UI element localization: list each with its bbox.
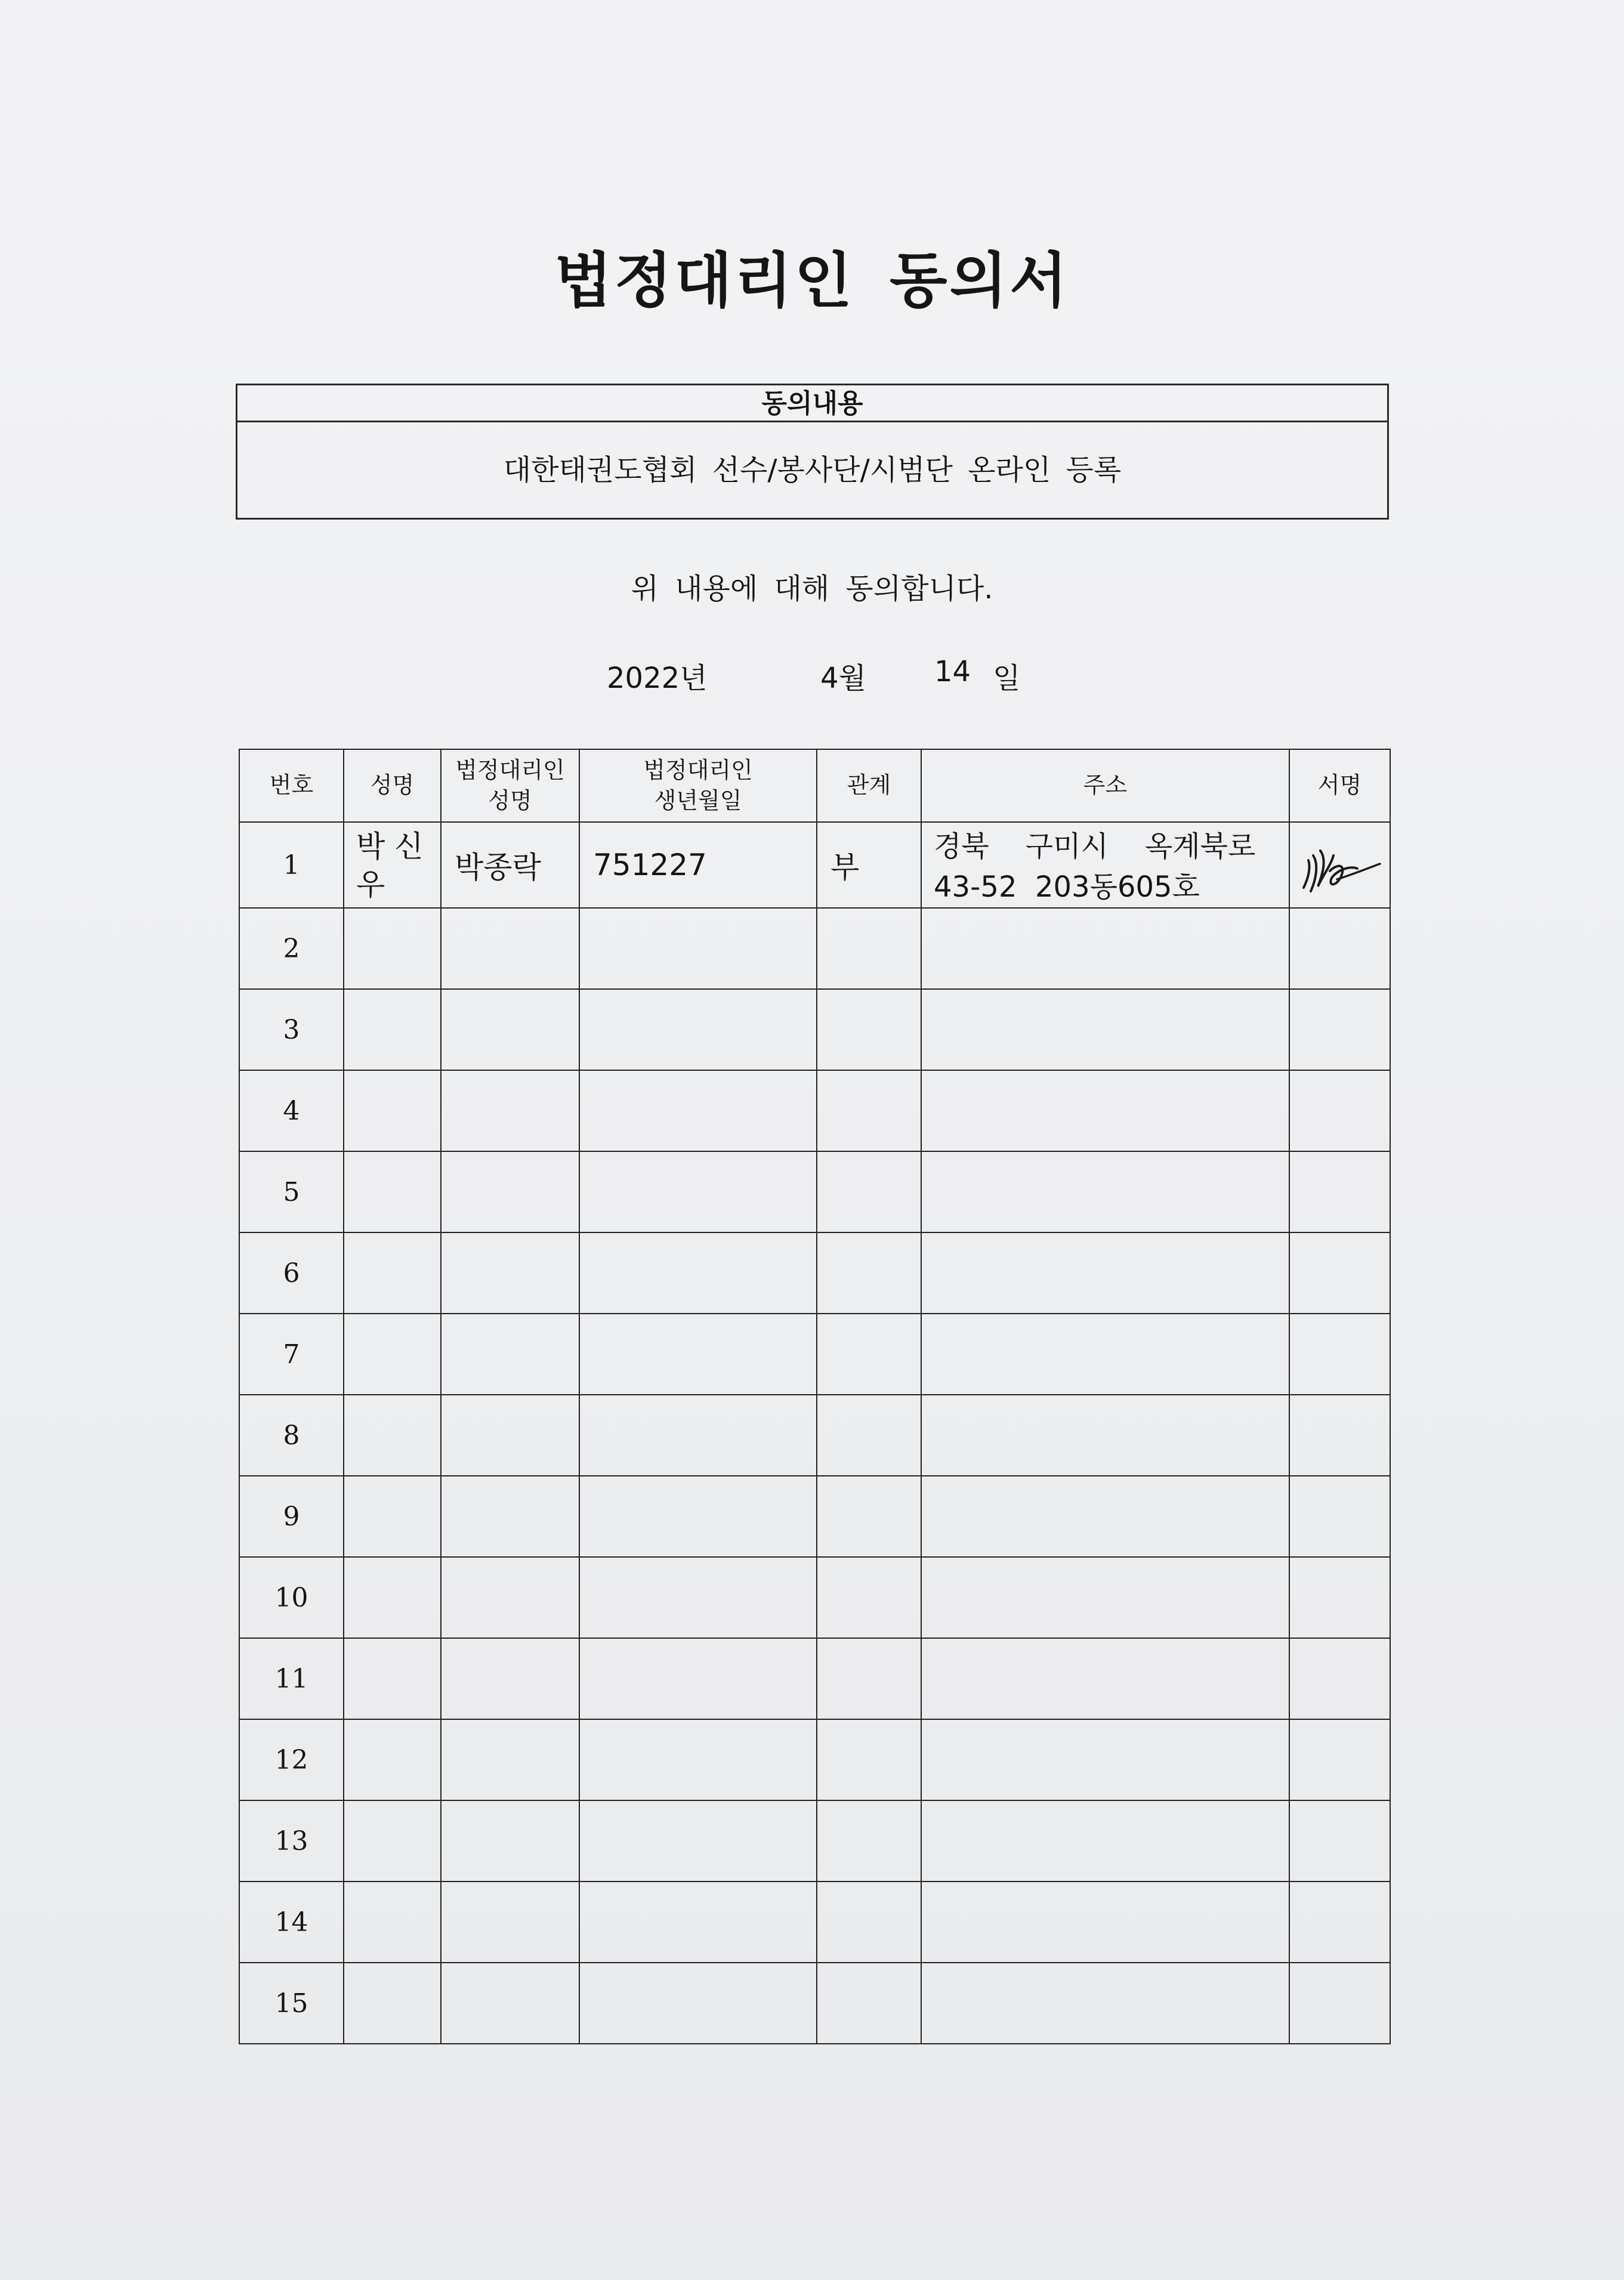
empty-cell bbox=[441, 1395, 579, 1476]
agreement-statement: 위 내용에 대해 동의합니다. bbox=[631, 572, 993, 605]
row-number: 9 bbox=[239, 1476, 344, 1557]
date-day: 14 bbox=[934, 655, 971, 688]
empty-cell bbox=[344, 1314, 441, 1395]
student-name-line2: 우 bbox=[356, 867, 385, 902]
empty-cell bbox=[817, 908, 921, 989]
header-guardian-name bbox=[441, 749, 579, 822]
empty-cell bbox=[1289, 1070, 1390, 1151]
guardian-consent-table bbox=[239, 749, 1391, 2044]
empty-cell bbox=[579, 1557, 817, 1638]
consent-text: 대한태권도협회 선수/봉사단/시범단 온라인 등록 bbox=[503, 453, 1122, 487]
header-guardian-birth-line1: 법정대리인 bbox=[643, 756, 753, 783]
empty-cell bbox=[817, 1476, 921, 1557]
empty-cell bbox=[344, 1151, 441, 1232]
relation-cell: 부 bbox=[817, 822, 921, 908]
row-number: 4 bbox=[239, 1070, 344, 1151]
header-address: 주소 bbox=[921, 749, 1289, 822]
row-number: 3 bbox=[239, 989, 344, 1070]
empty-cell bbox=[579, 1800, 817, 1882]
table-row bbox=[239, 1719, 1390, 1800]
row-number: 1 bbox=[239, 822, 344, 908]
empty-cell bbox=[441, 908, 579, 989]
row-number: 10 bbox=[239, 1557, 344, 1638]
empty-cell bbox=[921, 989, 1289, 1070]
student-name-line1: 박 신 bbox=[356, 829, 424, 864]
empty-cell bbox=[1289, 1476, 1390, 1557]
date-year: 2022년 bbox=[607, 662, 708, 695]
empty-cell bbox=[579, 1963, 817, 2044]
header-name: 성명 bbox=[344, 749, 441, 822]
empty-cell bbox=[579, 1476, 817, 1557]
empty-cell bbox=[344, 1557, 441, 1638]
guardian-name-cell: 박종락 bbox=[441, 822, 579, 908]
student-name-cell bbox=[344, 822, 441, 908]
empty-cell bbox=[344, 1963, 441, 2044]
empty-cell bbox=[579, 1070, 817, 1151]
table-row bbox=[239, 1476, 1390, 1557]
empty-cell bbox=[579, 1719, 817, 1800]
row-number: 11 bbox=[239, 1638, 344, 1719]
empty-cell bbox=[817, 1395, 921, 1476]
empty-cell bbox=[921, 1800, 1289, 1882]
header-guardian-name-line2: 성명 bbox=[488, 787, 532, 814]
empty-cell bbox=[817, 1314, 921, 1395]
empty-cell bbox=[817, 989, 921, 1070]
empty-cell bbox=[344, 1882, 441, 1963]
row-number: 13 bbox=[239, 1800, 344, 1882]
table-row bbox=[239, 1314, 1390, 1395]
empty-cell bbox=[579, 1395, 817, 1476]
empty-cell bbox=[344, 1638, 441, 1719]
empty-cell bbox=[441, 1314, 579, 1395]
guardian-birth-cell: 751227 bbox=[579, 822, 817, 908]
empty-cell bbox=[921, 1070, 1289, 1151]
empty-cell bbox=[441, 1638, 579, 1719]
empty-cell bbox=[579, 908, 817, 989]
empty-cell bbox=[441, 1963, 579, 2044]
date-month: 4월 bbox=[820, 662, 866, 695]
address-line2: 43-52 203동605호 bbox=[934, 870, 1200, 904]
empty-cell bbox=[921, 1557, 1289, 1638]
empty-cell bbox=[441, 1151, 579, 1232]
empty-cell bbox=[344, 1719, 441, 1800]
row-number: 7 bbox=[239, 1314, 344, 1395]
consent-header: 동의내용 bbox=[237, 385, 1387, 422]
empty-cell bbox=[579, 1314, 817, 1395]
row-number: 6 bbox=[239, 1232, 344, 1314]
handwritten-signature bbox=[1295, 829, 1385, 901]
empty-cell bbox=[441, 1719, 579, 1800]
header-guardian-birth-line2: 생년월일 bbox=[654, 787, 742, 814]
empty-cell bbox=[921, 1882, 1289, 1963]
empty-cell bbox=[817, 1719, 921, 1800]
empty-cell bbox=[1289, 1314, 1390, 1395]
empty-cell bbox=[579, 989, 817, 1070]
row-number: 8 bbox=[239, 1395, 344, 1476]
empty-cell bbox=[579, 1232, 817, 1314]
page-title: 법정대리인 동의서 bbox=[554, 246, 1070, 316]
table-row bbox=[239, 1395, 1390, 1476]
empty-cell bbox=[921, 1476, 1289, 1557]
table-row bbox=[239, 1232, 1390, 1314]
empty-cell bbox=[921, 908, 1289, 989]
empty-cell bbox=[441, 1557, 579, 1638]
table-row bbox=[239, 1151, 1390, 1232]
table-row bbox=[239, 908, 1390, 989]
header-relation: 관계 bbox=[817, 749, 921, 822]
empty-cell bbox=[344, 1800, 441, 1882]
table-row bbox=[239, 822, 1390, 908]
empty-cell bbox=[1289, 1882, 1390, 1963]
empty-cell bbox=[441, 1070, 579, 1151]
header-no: 번호 bbox=[239, 749, 344, 822]
empty-cell bbox=[921, 1395, 1289, 1476]
empty-cell bbox=[1289, 908, 1390, 989]
row-number: 5 bbox=[239, 1151, 344, 1232]
empty-cell bbox=[817, 1800, 921, 1882]
empty-cell bbox=[441, 1800, 579, 1882]
date-day-label: 일 bbox=[993, 662, 1021, 695]
signature-cell bbox=[1289, 822, 1390, 908]
empty-cell bbox=[817, 1232, 921, 1314]
empty-cell bbox=[921, 1638, 1289, 1719]
empty-cell bbox=[1289, 1719, 1390, 1800]
row-number: 2 bbox=[239, 908, 344, 989]
empty-cell bbox=[441, 1882, 579, 1963]
row-number: 12 bbox=[239, 1719, 344, 1800]
empty-cell bbox=[1289, 1963, 1390, 2044]
empty-cell bbox=[344, 908, 441, 989]
empty-cell bbox=[921, 1314, 1289, 1395]
table-row bbox=[239, 1882, 1390, 1963]
row-number: 15 bbox=[239, 1963, 344, 2044]
empty-cell bbox=[1289, 989, 1390, 1070]
empty-cell bbox=[344, 989, 441, 1070]
header-guardian-birth bbox=[579, 749, 817, 822]
table-row bbox=[239, 1638, 1390, 1719]
empty-cell bbox=[921, 1963, 1289, 2044]
header-guardian-name-line1: 법정대리인 bbox=[455, 756, 565, 783]
empty-cell bbox=[441, 989, 579, 1070]
empty-cell bbox=[921, 1151, 1289, 1232]
table-row bbox=[239, 1557, 1390, 1638]
empty-cell bbox=[441, 1476, 579, 1557]
empty-cell bbox=[579, 1882, 817, 1963]
table-row bbox=[239, 1070, 1390, 1151]
empty-cell bbox=[1289, 1800, 1390, 1882]
table-row bbox=[239, 989, 1390, 1070]
empty-cell bbox=[1289, 1151, 1390, 1232]
empty-cell bbox=[1289, 1232, 1390, 1314]
empty-cell bbox=[344, 1395, 441, 1476]
empty-cell bbox=[579, 1638, 817, 1719]
empty-cell bbox=[921, 1719, 1289, 1800]
row-number: 14 bbox=[239, 1882, 344, 1963]
table-header-row bbox=[239, 749, 1390, 822]
empty-cell bbox=[1289, 1557, 1390, 1638]
empty-cell bbox=[344, 1232, 441, 1314]
empty-cell bbox=[921, 1232, 1289, 1314]
empty-cell bbox=[1289, 1638, 1390, 1719]
header-signature: 서명 bbox=[1289, 749, 1390, 822]
table-row bbox=[239, 1963, 1390, 2044]
address-cell bbox=[921, 822, 1289, 908]
empty-cell bbox=[344, 1070, 441, 1151]
empty-cell bbox=[817, 1557, 921, 1638]
empty-cell bbox=[817, 1882, 921, 1963]
empty-cell bbox=[817, 1070, 921, 1151]
empty-cell bbox=[579, 1151, 817, 1232]
empty-cell bbox=[344, 1476, 441, 1557]
consent-box bbox=[236, 384, 1389, 520]
empty-cell bbox=[1289, 1395, 1390, 1476]
table-row bbox=[239, 1800, 1390, 1882]
address-line1: 경북 구미시 옥계북로 bbox=[934, 830, 1256, 863]
empty-cell bbox=[817, 1151, 921, 1232]
empty-cell bbox=[817, 1963, 921, 2044]
empty-cell bbox=[441, 1232, 579, 1314]
empty-cell bbox=[817, 1638, 921, 1719]
